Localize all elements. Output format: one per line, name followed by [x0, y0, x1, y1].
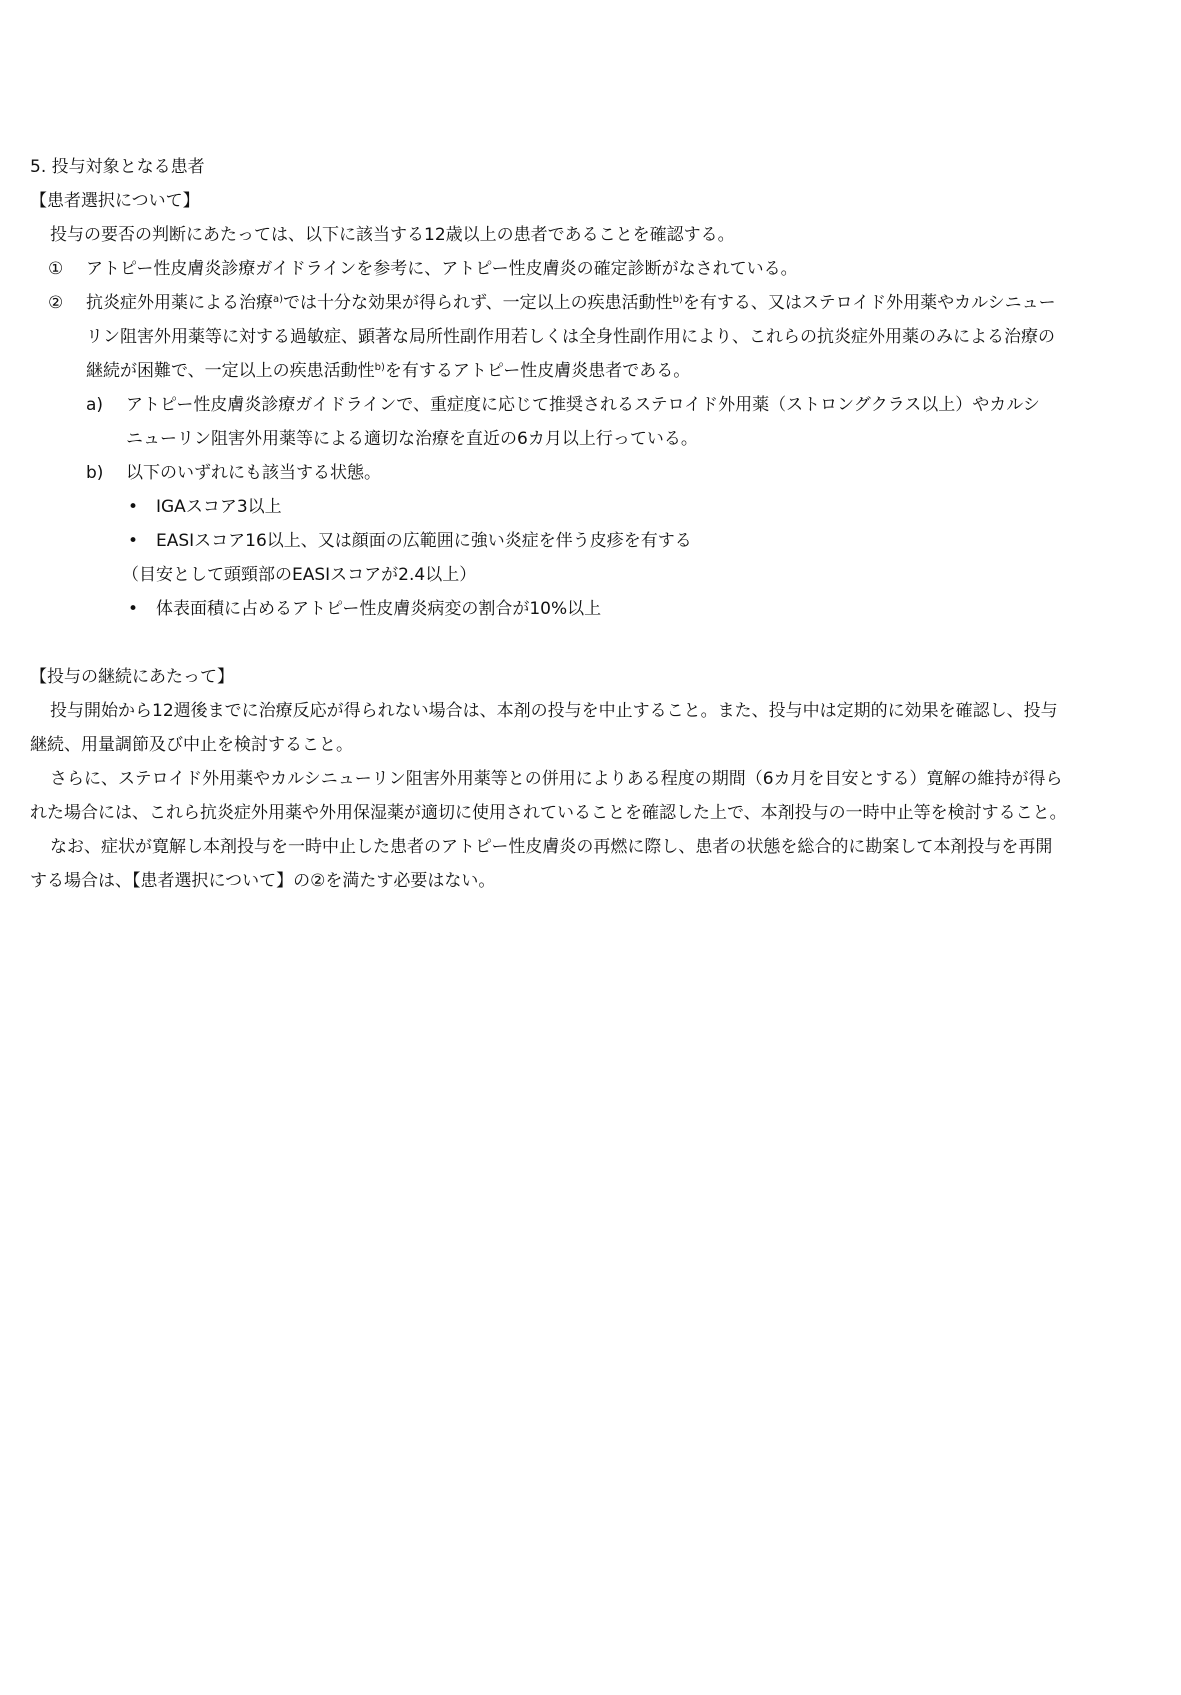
criterion-2-text-b: では十分な効果が得られず、一定以上の疾患活動性	[283, 293, 673, 313]
spacer	[30, 626, 1150, 660]
sub-item-a-marker: a)	[86, 395, 104, 415]
continuation-paragraph-1-line-1: 投与開始から12週後までに治療反応が得られない場合は、本剤の投与を中止すること。また、投与中は定期的に効果を確認し、投与	[50, 701, 1058, 721]
bullet-text: 体表面積に占めるアトピー性皮膚炎病変の割合が10%以上	[156, 599, 602, 619]
selection-intro: 投与の要否の判断にあたっては、以下に該当する12歳以上の患者であることを確認する。	[50, 225, 735, 245]
criterion-2-line-1	[30, 286, 1150, 320]
footnote-ref-b-2: b)	[374, 362, 385, 373]
footnote-ref-a: a)	[273, 294, 284, 305]
bullet-icon: •	[128, 497, 139, 517]
sub-item-b	[30, 456, 1150, 490]
continuation-paragraph-2-line-2: れた場合には、これら抗炎症外用薬や外用保湿薬が適切に使用されていることを確認した上で、本剤投与の一時中止等を検討すること。	[30, 803, 1067, 823]
bullet-item	[30, 592, 1150, 626]
continuation-paragraph-2-line-1: さらに、ステロイド外用薬やカルシニューリン阻害外用薬等との併用によりある程度の期間（6カ月を目安とする）寛解の維持が得ら	[50, 769, 1063, 789]
section-title: 5. 投与対象となる患者	[30, 157, 205, 177]
patient-selection-heading: 【患者選択について】	[30, 191, 200, 211]
criterion-1-marker: ①	[48, 259, 64, 279]
continuation-paragraph-3-line-1: なお、症状が寛解し本剤投与を一時中止した患者のアトピー性皮膚炎の再燃に際し、患者の状態を総合的に勘案して本剤投与を再開	[50, 837, 1053, 857]
sub-item-b-marker: b)	[86, 463, 104, 483]
criterion-1-text: アトピー性皮膚炎診療ガイドラインを参考に、アトピー性皮膚炎の確定診断がなされている。	[86, 259, 798, 279]
document-page	[30, 150, 1150, 898]
criterion-2-text-d: 継続が困難で、一定以上の疾患活動性	[86, 361, 375, 381]
bullet-text: IGAスコア3以上	[156, 497, 282, 517]
sub-item-a-line-2: ニューリン阻害外用薬等による適切な治療を直近の6カ月以上行っている。	[126, 429, 698, 449]
sub-item-b-text: 以下のいずれにも該当する状態。	[126, 463, 381, 483]
continuation-heading: 【投与の継続にあたって】	[30, 667, 234, 687]
bullet-icon: •	[128, 599, 139, 619]
bullet-note: （目安として頭頸部のEASIスコアが2.4以上）	[122, 565, 477, 585]
criterion-2-text-a: 抗炎症外用薬による治療	[86, 293, 273, 313]
sub-item-a-line-1	[30, 388, 1150, 422]
bullet-icon: •	[128, 531, 139, 551]
bullet-item	[30, 524, 1150, 558]
criterion-1	[30, 252, 1150, 286]
continuation-paragraph-3-line-2: する場合は、【患者選択について】の②を満たす必要はない。	[30, 871, 496, 891]
sub-item-a-text: アトピー性皮膚炎診療ガイドラインで、重症度に応じて推奨されるステロイド外用薬（ストロングクラス以上）やカルシ	[126, 395, 1040, 415]
criterion-2-line-3	[30, 354, 1150, 388]
criterion-2-text-e: を有するアトピー性皮膚炎患者である。	[384, 361, 691, 381]
bullet-text: EASIスコア16以上、又は顔面の広範囲に強い炎症を伴う皮疹を有する	[156, 531, 692, 551]
criterion-2-line-2: リン阻害外用薬等に対する過敏症、顕著な局所性副作用若しくは全身性副作用により、これらの抗炎症外用薬のみによる治療の	[86, 327, 1055, 347]
criterion-2-text-c: を有する、又はステロイド外用薬やカルシニュー	[682, 293, 1056, 313]
bullet-item	[30, 490, 1150, 524]
continuation-paragraph-1-line-2: 継続、用量調節及び中止を検討すること。	[30, 735, 353, 755]
footnote-ref-b: b)	[672, 294, 683, 305]
criterion-2-marker: ②	[48, 293, 64, 313]
